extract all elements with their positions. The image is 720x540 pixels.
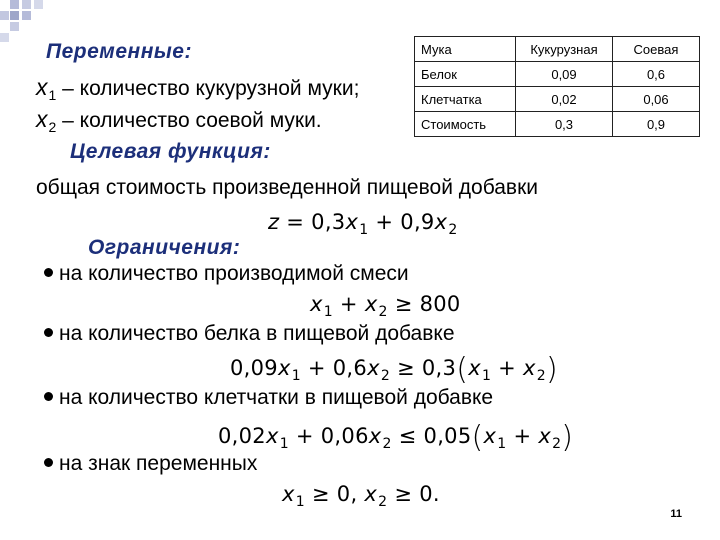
x1-symbol: x xyxy=(277,356,291,380)
bullet-icon xyxy=(44,392,53,401)
page-number: 11 xyxy=(670,508,682,520)
formula-part: + 0,06 xyxy=(288,424,369,448)
table-cell: 0,02 xyxy=(516,87,613,112)
left-paren: ( xyxy=(471,420,484,455)
x2-description: – количество соевой муки. xyxy=(62,109,322,132)
x2-subscript: 2 xyxy=(448,222,458,238)
formula-part: = 0,3 xyxy=(279,210,346,234)
constraint-1-formula xyxy=(310,292,461,320)
formula-part: ≥ 0, xyxy=(304,482,365,506)
table-cell: 0,3 xyxy=(516,112,613,137)
x1-symbol: x xyxy=(265,424,279,448)
x1-symbol: x xyxy=(282,482,295,506)
table-cell: Белок xyxy=(415,62,516,87)
table-header-cell: Соевая xyxy=(613,37,700,62)
constraint-4-line xyxy=(44,452,257,476)
x2-subscript: 2 xyxy=(378,494,388,510)
variable-x1-line xyxy=(36,74,359,103)
formula-part: 0,02 xyxy=(218,424,266,448)
z-symbol: z xyxy=(268,210,280,234)
x1-subscript: 1 xyxy=(323,304,333,320)
x2-subscript: 2 xyxy=(380,368,391,384)
x1-symbol: x xyxy=(310,292,323,316)
x1-description: – количество кукурузной муки; xyxy=(62,77,360,100)
x2-symbol: x xyxy=(523,356,536,380)
x1-symbol: x xyxy=(483,424,497,448)
formula-part: ≥ 800 xyxy=(387,292,461,316)
formula-part: + 0,9 xyxy=(368,210,435,234)
x2-subscript: 2 xyxy=(536,368,546,384)
constraints-heading: Ограничения: xyxy=(88,236,241,259)
constraint-3-formula xyxy=(218,420,573,455)
table-row xyxy=(415,112,700,137)
constraint-1-text: на количество производимой смеси xyxy=(59,262,409,285)
formula-part: + xyxy=(506,424,539,448)
x1-subscript: 1 xyxy=(295,494,305,510)
constraint-2-line xyxy=(44,322,455,346)
table-cell: Стоимость xyxy=(415,112,516,137)
x2-symbol: x xyxy=(538,424,552,448)
x1-subscript: 1 xyxy=(291,368,301,384)
right-paren: ) xyxy=(545,352,558,387)
x1-subscript: 1 xyxy=(359,222,369,238)
constraint-4-formula xyxy=(282,482,440,510)
x2-subscript: 2 xyxy=(378,304,388,320)
bullet-icon xyxy=(44,458,53,467)
constraint-1-line xyxy=(44,262,409,286)
x2-symbol: x xyxy=(36,106,48,132)
formula-part: + xyxy=(491,356,524,380)
formula-part: ≥ 0. xyxy=(387,482,440,506)
table-cell: Клетчатка xyxy=(415,87,516,112)
formula-part: + xyxy=(332,292,365,316)
formula-part: ≥ 0,3 xyxy=(390,356,457,380)
bullet-icon xyxy=(44,328,53,337)
x1-symbol: x xyxy=(468,356,481,380)
objective-heading: Целевая функция: xyxy=(70,140,271,163)
formula-part: ≤ 0,05 xyxy=(391,424,472,448)
variables-heading: Переменные: xyxy=(46,40,192,63)
x2-symbol: x xyxy=(368,424,382,448)
x1-subscript: 1 xyxy=(48,87,57,103)
x2-symbol: x xyxy=(364,292,378,316)
x1-subscript: 1 xyxy=(279,436,289,452)
x2-symbol: x xyxy=(434,210,448,234)
x2-subscript: 2 xyxy=(552,436,562,452)
table-row xyxy=(415,87,700,112)
left-paren: ( xyxy=(456,352,469,387)
formula-part: + 0,6 xyxy=(300,356,368,380)
objective-description: общая стоимость произведенной пищевой добавки xyxy=(36,176,538,199)
constraint-4-text: на знак переменных xyxy=(59,452,258,475)
table-cell: 0,09 xyxy=(516,62,613,87)
constraint-3-line xyxy=(44,386,493,410)
x1-symbol: x xyxy=(345,210,359,234)
variable-x2-line xyxy=(36,106,322,135)
x1-subscript: 1 xyxy=(497,436,507,452)
bullet-icon xyxy=(44,268,53,277)
table-cell: 0,06 xyxy=(613,87,700,112)
x1-symbol: x xyxy=(36,74,48,100)
table-cell: 0,6 xyxy=(613,62,700,87)
constraint-2-text: на количество белка в пищевой добавке xyxy=(59,322,455,345)
formula-part: 0,09 xyxy=(230,356,278,380)
table-header-row xyxy=(415,37,700,62)
table-header-cell: Мука xyxy=(415,37,516,62)
table-cell: 0,9 xyxy=(613,112,700,137)
objective-formula xyxy=(268,210,458,238)
constraint-3-text: на количество клетчатки в пищевой добавке xyxy=(59,386,494,409)
flour-properties-table xyxy=(414,36,700,137)
x2-subscript: 2 xyxy=(382,436,392,452)
x1-subscript: 1 xyxy=(481,368,492,384)
constraint-2-formula xyxy=(230,352,558,387)
x2-subscript: 2 xyxy=(48,119,57,135)
table-header-cell: Кукурузная xyxy=(516,37,613,62)
x2-symbol: x xyxy=(364,482,378,506)
table-row xyxy=(415,62,700,87)
x2-symbol: x xyxy=(367,356,380,380)
right-paren: ) xyxy=(561,420,574,455)
